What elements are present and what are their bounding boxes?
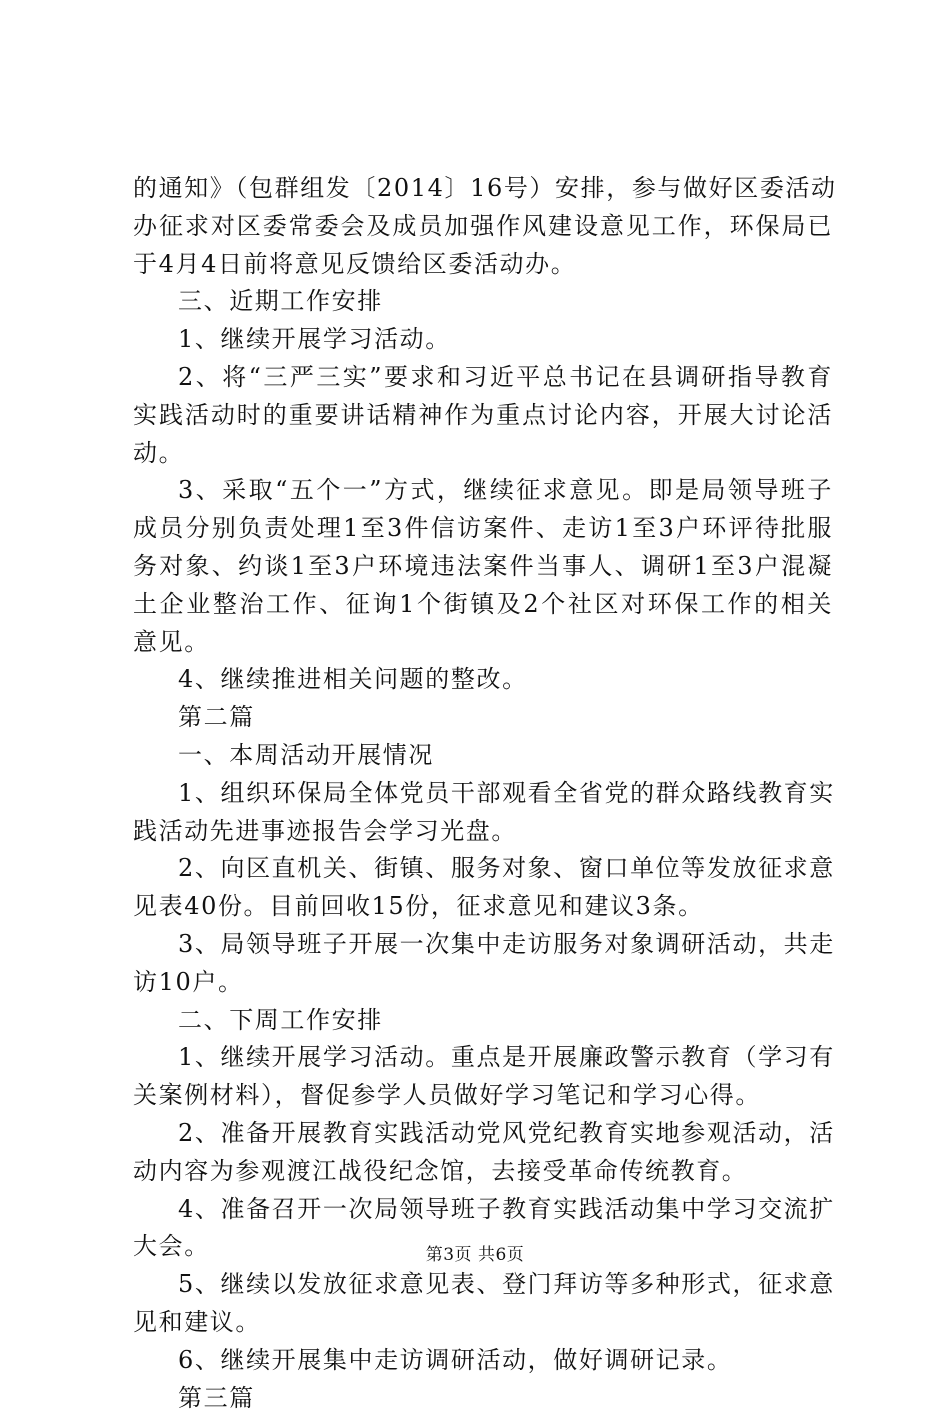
text-line: 实践活动时的重要讲话精神作为重点讨论内容，开展大讨论活 (133, 397, 833, 435)
part-heading: 第三篇 (133, 1380, 833, 1417)
text-line: 3、局领导班子开展一次集中走访服务对象调研活动，共走 (133, 926, 833, 964)
text-line: 大会。 (133, 1228, 833, 1266)
text-line: 4、准备召开一次局领导班子教育实践活动集中学习交流扩 (133, 1191, 833, 1229)
text-line: 见和建议。 (133, 1304, 833, 1342)
part-heading: 第二篇 (133, 699, 833, 737)
text-line: 1、继续开展学习活动。 (133, 321, 833, 359)
text-line: 见表40份。目前回收15份，征求意见和建议3条。 (133, 888, 833, 926)
text-line: 务对象、约谈1至3户环境违法案件当事人、调研1至3户混凝 (133, 548, 833, 586)
text-line: 成员分别负责处理1至3件信访案件、走访1至3户环评待批服 (133, 510, 833, 548)
text-line: 意见。 (133, 624, 833, 662)
section-heading: 三、近期工作安排 (133, 283, 833, 321)
text-line: 4、继续推进相关问题的整改。 (133, 661, 833, 699)
section-heading: 二、下周工作安排 (133, 1002, 833, 1040)
text-line: 6、继续开展集中走访调研活动，做好调研记录。 (133, 1342, 833, 1380)
text-line: 办征求对区委常委会及成员加强作风建设意见工作，环保局已 (133, 208, 833, 246)
text-line: 2、向区直机关、街镇、服务对象、窗口单位等发放征求意 (133, 850, 833, 888)
text-line: 3、采取“五个一”方式，继续征求意见。即是局领导班子 (133, 472, 833, 510)
text-line: 5、继续以发放征求意见表、登门拜访等多种形式，征求意 (133, 1266, 833, 1304)
text-line: 于4月4日前将意见反馈给区委活动办。 (133, 246, 833, 284)
text-line: 践活动先进事迹报告会学习光盘。 (133, 813, 833, 851)
section-heading: 一、本周活动开展情况 (133, 737, 833, 775)
text-line: 动内容为参观渡江战役纪念馆，去接受革命传统教育。 (133, 1153, 833, 1191)
text-line: 2、将“三严三实”要求和习近平总书记在县调研指导教育 (133, 359, 833, 397)
text-line: 关案例材料），督促参学人员做好学习笔记和学习心得。 (133, 1077, 833, 1115)
text-line: 2、准备开展教育实践活动党风党纪教育实地参观活动，活 (133, 1115, 833, 1153)
text-line: 动。 (133, 435, 833, 473)
page-footer: 第3页 共6页 (0, 1240, 950, 1265)
text-line: 的通知》（包群组发〔2014〕16号）安排，参与做好区委活动 (133, 170, 833, 208)
text-line: 访10户。 (133, 964, 833, 1002)
document-body (133, 170, 833, 1417)
text-line: 1、继续开展学习活动。重点是开展廉政警示教育（学习有 (133, 1039, 833, 1077)
text-line: 1、组织环保局全体党员干部观看全省党的群众路线教育实 (133, 775, 833, 813)
text-line: 土企业整治工作、征询1个街镇及2个社区对环保工作的相关 (133, 586, 833, 624)
